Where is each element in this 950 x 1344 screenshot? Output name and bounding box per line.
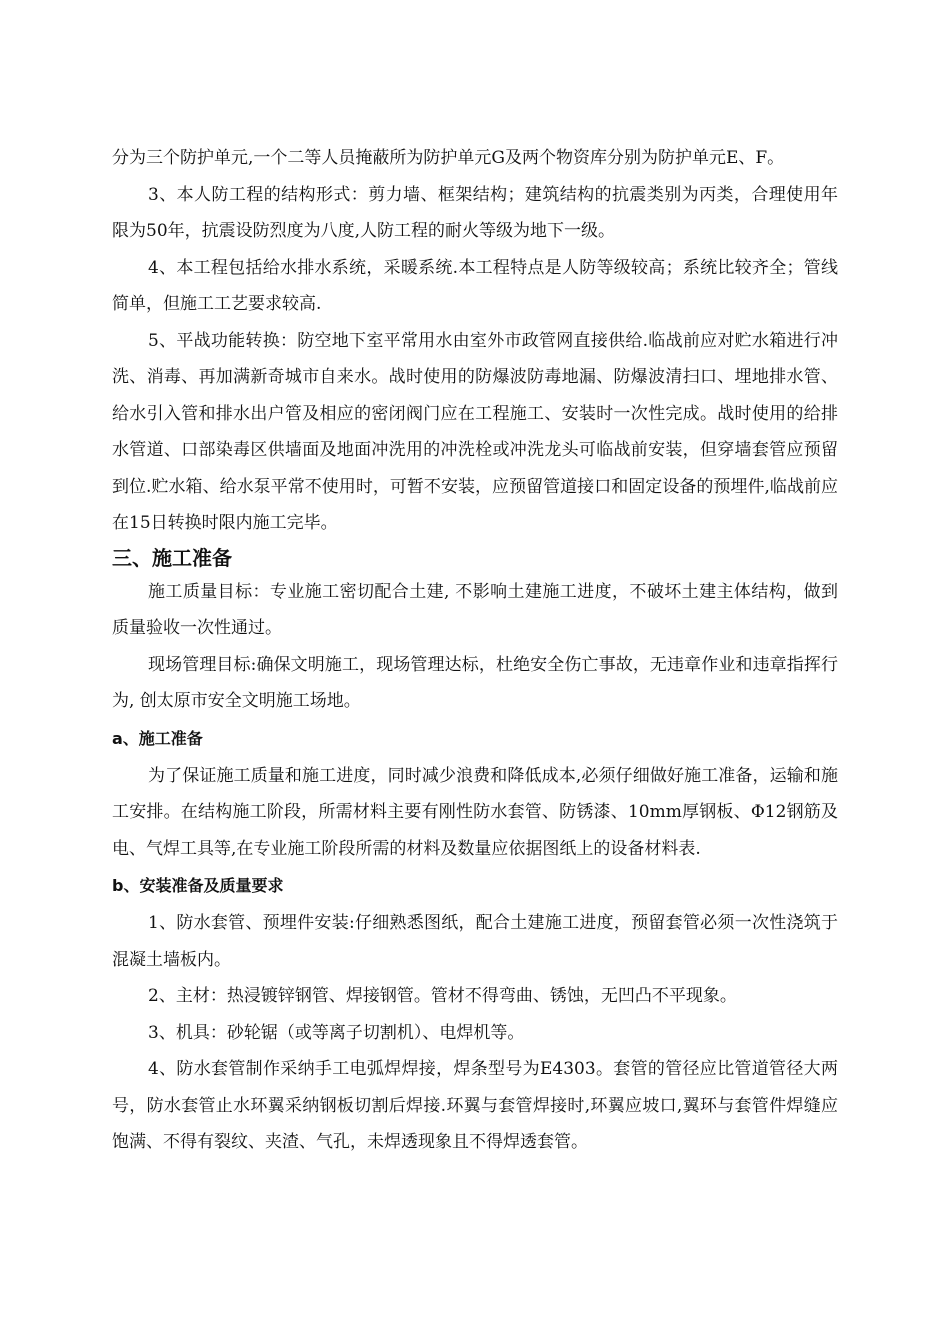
paragraph-quality-goal: 施工质量目标：专业施工密切配合土建, 不影响土建施工进度，不破坏土建主体结构，做到质量验收一次性通过。 [112, 581, 838, 638]
paragraph-tools: 3、机具：砂轮锯（或等离子切割机）、电焊机等。 [148, 1022, 525, 1043]
subheading-b-install-quality: b、安装准备及质量要求 [112, 876, 284, 895]
document-body [112, 140, 838, 1161]
paragraph-site-management-goal: 现场管理目标:确保文明施工，现场管理达标，杜绝安全伤亡事故，无违章作业和违章指挥行为, 创太原市安全文明施工场地。 [112, 654, 838, 711]
paragraph-sleeve-welding: 4、防水套管制作采纳手工电弧焊焊接，焊条型号为E4303。套管的管径应比管道管径大两号，防水套管止水环翼采纳钢板切割后焊接.环翼与套管焊接时,环翼应坡口,翼环与套管件焊缝应饱满、不得有裂纹、夹渣、气孔，未焊透现象且不得焊透套管。 [112, 1059, 838, 1152]
section-heading-construction-prep: 三、施工准备 [112, 545, 232, 570]
paragraph-materials-prep: 为了保证施工质量和施工进度，同时减少浪费和降低成本,必须仔细做好施工准备，运输和施工安排。在结构施工阶段，所需材料主要有刚性防水套管、防锈漆、10mm厚钢板、Φ12钢筋及电、气焊工具等,在专业施工阶段所需的材料及数量应依据图纸上的设备材料表. [112, 765, 838, 859]
paragraph-protection-units: 分为三个防护单元,一个二等人员掩蔽所为防护单元G及两个物资库分别为防护单元E、F。 [112, 148, 785, 168]
subheading-a-construction-prep: a、施工准备 [112, 728, 203, 748]
paragraph-main-materials: 2、主材：热浸镀锌钢管、焊接钢管。管材不得弯曲、锈蚀，无凹凸不平现象。 [148, 986, 737, 1006]
paragraph-structure-form: 3、本人防工程的结构形式：剪力墙、框架结构；建筑结构的抗震类别为丙类，合理使用年限为50年，抗震设防烈度为八度,人防工程的耐火等级为地下一级。 [112, 184, 838, 241]
paragraph-sleeve-install: 1、防水套管、预埋件安装:仔细熟悉图纸，配合土建施工进度，预留套管必须一次性浇筑于混凝土墙板内。 [112, 913, 838, 970]
paragraph-function-conversion: 5、平战功能转换：防空地下室平常用水由室外市政管网直接供给.临战前应对贮水箱进行冲洗、消毒、再加满新奇城市自来水。战时使用的防爆波防毒地漏、防爆波清扫口、埋地排水管、给水引入管和排水出户管及相应的密闭阀门应在工程施工、安装时一次性完成。战时使用的给排水管道、口部染毒区供墙面及地面冲洗用的冲洗栓或冲洗龙头可临战前安装，但穿墙套管应预留到位.贮水箱、给水泵平常不使用时，可暂不安装，应预留管道接口和固定设备的预埋件,临战前应在15日转换时限内施工完毕。 [112, 330, 838, 533]
paragraph-systems: 4、本工程包括给水排水系统，采暖系统.本工程特点是人防等级较高；系统比较齐全；管线简单，但施工工艺要求较高. [112, 257, 838, 314]
